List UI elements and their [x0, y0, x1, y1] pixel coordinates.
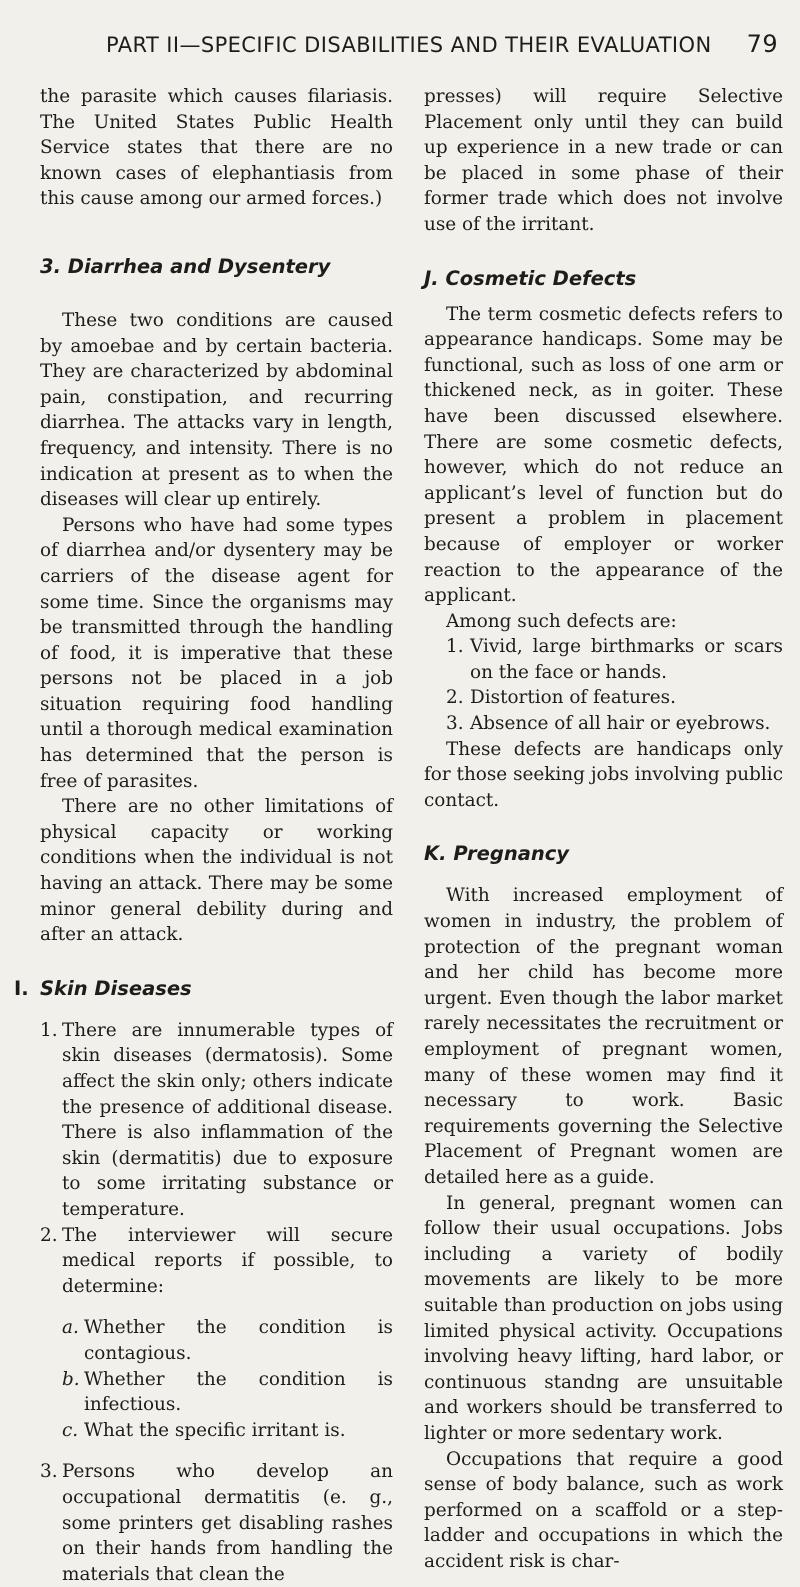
paragraph: With increased employment of women in industry, the problem of protection of the pregnant woman and her child has become more urgent. Even though the labor market rarely necessitates the recruitment or employment of pregnant women, many of these women may find it necessary to work. Basic requirements governing the Selective Placement of Pregnant women are detailed here as a guide. — [424, 885, 783, 1188]
item-text: There are innumerable types of skin diseases (dermatosis). Some affect the skin only; others indicate the presence of additional disease. There is also inflammation of the skin (dermatitis) due to exposure to some irritating substance or temperature. — [62, 1019, 393, 1220]
item-number: 1. — [40, 1019, 58, 1041]
item-text: Persons who develop an occupational dermatitis (e. g., some printers get disabling rashes on their hands from handling the materials that clean the — [62, 1461, 393, 1585]
paragraph: These defects are handicaps only for those seeking jobs involving public contact. — [424, 738, 783, 811]
paragraph: The term cosmetic defects refers to appearance handicaps. Some may be functional, such as loss of one arm or thickened neck, as in goiter. These have been discussed elsewhere. There are some cosmetic defects, however, which do not reduce an applicant’s level of function but do present a problem in placement because of employer or worker reaction to the appearance of the applicant. — [424, 303, 783, 607]
page-number: 79 — [746, 30, 778, 58]
right-column — [424, 84, 783, 1574]
left-column — [14, 84, 393, 1587]
section-title: Pregnancy — [453, 842, 570, 866]
item-number: 1. — [446, 636, 464, 658]
sub-item-letter: c. — [62, 1419, 79, 1441]
item-text: Distortion of features. — [470, 687, 676, 709]
running-header — [106, 30, 778, 58]
running-title: PART II—SPECIFIC DISABILITIES AND THEIR EVALUATION — [106, 33, 712, 57]
section-letter: I. — [14, 976, 29, 1000]
list-item — [446, 634, 783, 685]
sub-item — [40, 1418, 393, 1444]
section-letter: J. — [424, 266, 439, 290]
item-text: Vivid, large birthmarks or scars on the face or hands. — [470, 636, 783, 683]
list-item — [40, 1018, 393, 1223]
paragraph: In general, pregnant women can follow their usual occupations. Jobs including a variety of bodily movements are likely to be more suitable than production on jobs using limited physical activity. Occupations involving heavy lifting, hard labor, or continuous standng are unsuitable and workers should be transferred to lighter or more sedentary work. — [424, 1192, 783, 1444]
sub-item-letter: b. — [62, 1368, 80, 1390]
section-heading-skin-diseases — [14, 976, 393, 1002]
paragraph: Persons who have had some types of diarrhea and/or dysentery may be carriers of the disease agent for some time. Since the organisms may be transmitted through the handling of food, it is imperative that these persons not be placed in a job situation requiring food handling until a thorough medical examination has determined that the person is free of parasites. — [40, 514, 393, 792]
paragraph: These two conditions are caused by amoebae and by certain bacteria. They are characterized by abdominal pain, constipation, and recurring diarrhea. The attacks vary in length, frequency, and intensity. There is no indication at present as to when the diseases will clear up entirely. — [40, 309, 393, 511]
sub-item-letter: a. — [62, 1317, 79, 1339]
item-number: 3. — [446, 713, 464, 735]
sub-item — [40, 1315, 393, 1366]
item-number: 2. — [446, 687, 464, 709]
list-item — [40, 1223, 393, 1300]
sub-item-text: Whether the condition is contagious. — [84, 1317, 393, 1364]
item-text: The interviewer will secure medical reports if possible, to determine: — [62, 1224, 393, 1297]
item-number: 3. — [40, 1461, 58, 1483]
continued-paragraph: presses) will require Selective Placement only until they can build up experience in a new trade or can be placed in some phase of their former trade which does not involve use of the irritant. — [424, 86, 783, 235]
paragraph: There are no other limitations of physical capacity or working conditions when the individual is not having an attack. There may be some minor general debility during and after an attack. — [40, 796, 393, 946]
sub-item — [40, 1367, 393, 1418]
sub-item-text: What the specific irritant is. — [84, 1419, 346, 1441]
list-item — [40, 1459, 393, 1587]
section-title: Skin Diseases — [40, 976, 192, 1000]
paragraph: Occupations that require a good sense of body balance, such as work performed on a scaffold or a step-ladder and occupations in which the accident risk is char- — [424, 1448, 783, 1572]
list-item — [446, 711, 783, 737]
intro-paragraph: the parasite which causes filariasis. The United States Public Health Service states that there are no known cases of elephantiasis from this cause among our armed forces.) — [40, 86, 393, 210]
section-letter: K. — [424, 842, 447, 866]
section-heading-diarrhea: 3. Diarrhea and Dysentery — [40, 254, 331, 278]
section-heading-pregnancy — [424, 841, 783, 867]
sub-item-text: Whether the condition is infectious. — [84, 1368, 393, 1416]
paragraph: Among such defects are: — [446, 610, 677, 632]
item-number: 2. — [40, 1224, 58, 1246]
list-item — [446, 685, 783, 711]
section-heading-cosmetic-defects — [424, 266, 783, 292]
item-text: Absence of all hair or eyebrows. — [470, 713, 771, 735]
section-title: Cosmetic Defects — [445, 266, 637, 290]
